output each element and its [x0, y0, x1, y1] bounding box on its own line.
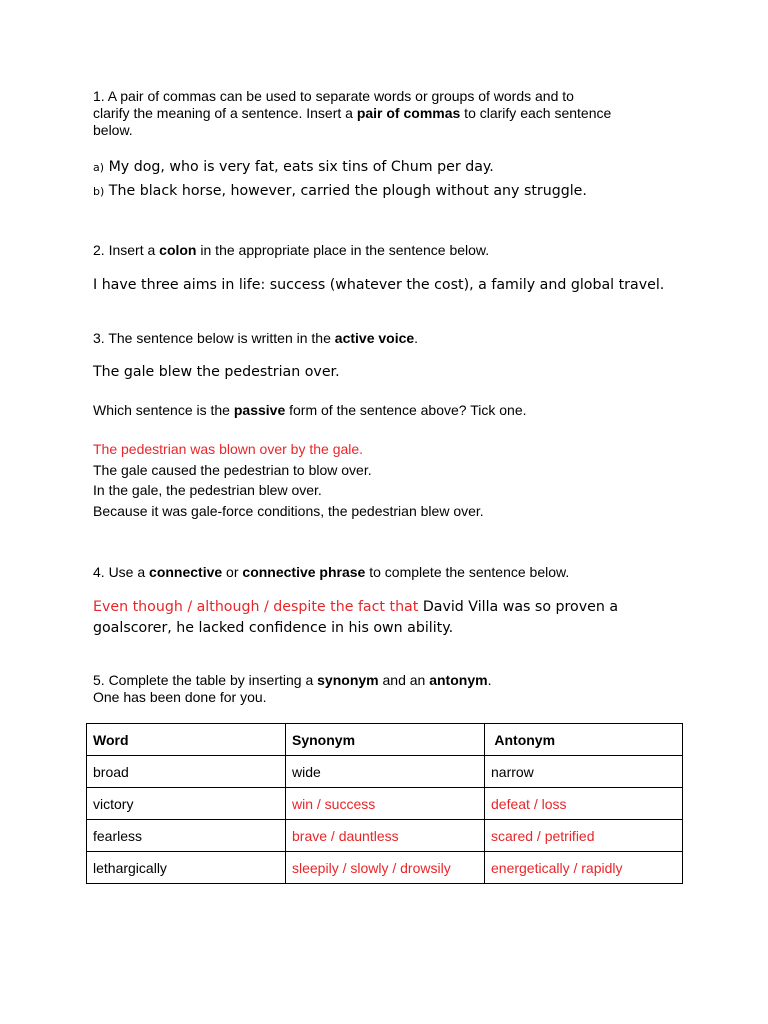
table-cell-antonym: narrow [485, 756, 683, 788]
q1-b-label: b) [93, 185, 105, 198]
q3-option: Because it was gale-force conditions, the pedestrian blew over. [93, 502, 484, 519]
q3-ask-pre: Which sentence is the [93, 402, 234, 418]
q5-mid: and an [378, 672, 430, 688]
q4-answer-line1 [93, 597, 618, 618]
q3-sentence: The gale blew the pedestrian over. [93, 364, 340, 380]
q2-answer: I have three aims in life: success (whatever the cost), a family and global travel. [93, 277, 665, 293]
q5-pre: 5. Complete the table by inserting a [93, 672, 318, 688]
q1-answer-b [93, 181, 587, 202]
q4-answer-connective: Even though / although / despite the fact that [93, 599, 419, 615]
q3-bold: active voice [334, 330, 415, 346]
q3-post: . [414, 330, 419, 346]
q3-option: The gale caused the pedestrian to blow over. [93, 461, 372, 478]
q1-a-label: a) [93, 161, 105, 174]
table-row [87, 852, 683, 884]
q5-post: . [487, 672, 492, 688]
q5-line2: One has been done for you. [93, 689, 267, 705]
q1-a-text: My dog, who is very fat, eats six tins of Chum per day. [108, 159, 494, 175]
q2-bold: colon [159, 242, 197, 258]
q1-line2-bold: pair of commas [356, 105, 461, 121]
q1-line2-text: clarify the meaning of a sentence. Insert a [93, 105, 357, 121]
synonym-antonym-table [86, 723, 683, 884]
table-cell-synonym: sleepily / slowly / drowsily [286, 852, 485, 884]
table-header: Antonym [485, 724, 683, 756]
q3-ask-post: form of the sentence above? Tick one. [285, 402, 527, 418]
q5-bold1: synonym [317, 672, 379, 688]
q1-line1: 1. A pair of commas can be used to separate words or groups of words and to [93, 88, 574, 104]
q5-line1 [93, 672, 491, 689]
table-header: Word [87, 724, 286, 756]
q4-answer-line2: goalscorer, he lacked confidence in his own ability. [93, 620, 454, 636]
table-cell-synonym: wide [286, 756, 485, 788]
q4-post: to complete the sentence below. [365, 564, 570, 580]
table-row [87, 820, 683, 852]
q1-line2 [93, 105, 611, 122]
table-cell-word: broad [87, 756, 286, 788]
table-cell-antonym: scared / petrified [485, 820, 683, 852]
table-cell-antonym: energetically / rapidly [485, 852, 683, 884]
q1-line2-post: to clarify each sentence [460, 105, 612, 121]
q3-pre: 3. The sentence below is written in the [93, 330, 335, 346]
table-cell-word: lethargically [87, 852, 286, 884]
q3-ask-bold: passive [233, 402, 286, 418]
q4-bold2: connective phrase [242, 564, 366, 580]
q2-pre: 2. Insert a [93, 242, 160, 258]
table-header-row [87, 724, 683, 756]
table-header: Synonym [286, 724, 485, 756]
q1-line3: below. [93, 122, 133, 138]
table-cell-synonym: win / success [286, 788, 485, 820]
table-cell-word: fearless [87, 820, 286, 852]
q3-option: In the gale, the pedestrian blew over. [93, 482, 322, 498]
q2-instructions [93, 242, 489, 259]
q3-options [93, 439, 484, 521]
q4-pre: 4. Use a [93, 564, 150, 580]
table-row [87, 756, 683, 788]
table-cell-antonym: defeat / loss [485, 788, 683, 820]
q4-answer [93, 597, 618, 639]
q1-answer-a [93, 157, 494, 178]
q3-option-correct: The pedestrian was blown over by the gale. [93, 441, 364, 457]
q4-answer-rest: David Villa was so proven a [418, 599, 619, 615]
table-row [87, 788, 683, 820]
q5-instructions [93, 672, 491, 706]
q4-mid: or [222, 564, 243, 580]
q4-instructions [93, 564, 569, 581]
table-cell-synonym: brave / dauntless [286, 820, 485, 852]
q3-instructions [93, 330, 418, 347]
q5-bold2: antonym [429, 672, 488, 688]
q2-post: in the appropriate place in the sentence below. [196, 242, 490, 258]
q1-instructions [93, 88, 611, 139]
q1-b-text: The black horse, however, carried the plough without any struggle. [108, 183, 587, 199]
q4-bold1: connective [149, 564, 223, 580]
q3-question [93, 402, 527, 419]
table-cell-word: victory [87, 788, 286, 820]
